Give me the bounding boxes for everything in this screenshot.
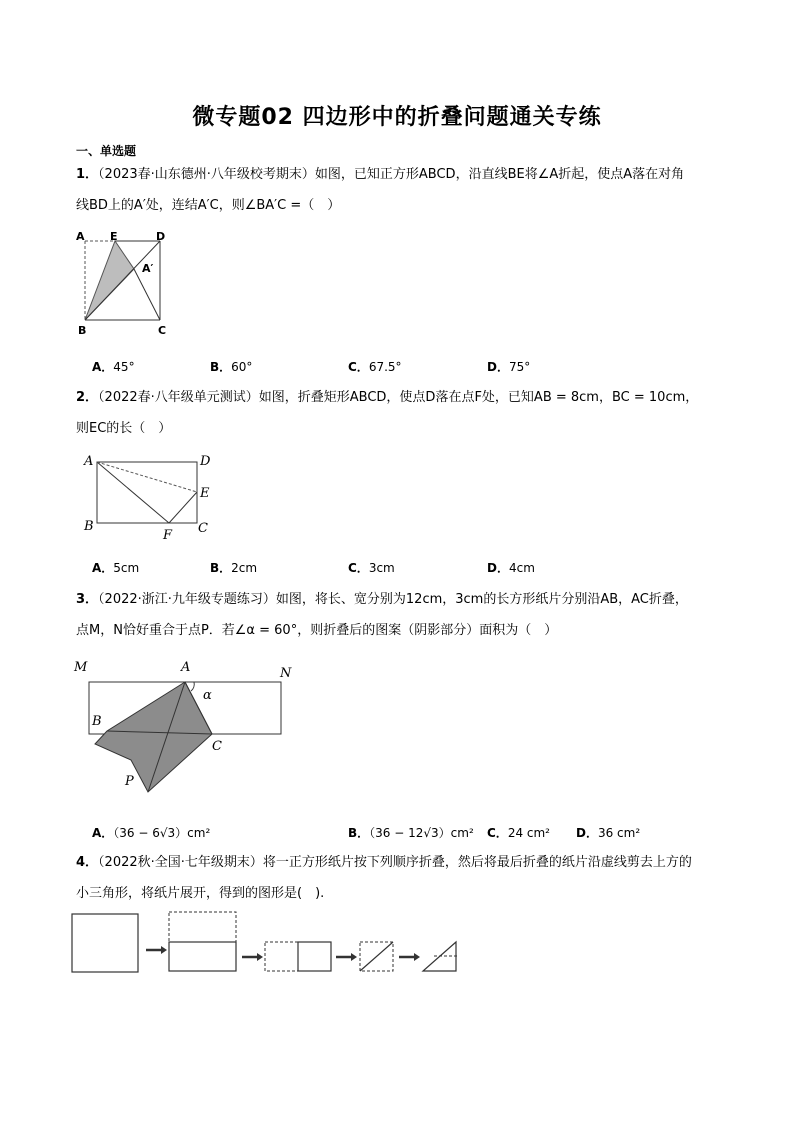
fold-step-3-dashed-half [265, 942, 298, 971]
label-p: P [125, 774, 134, 789]
question-1-text-1: （2023春·山东德州·八年级校考期末）如图，已知正方形ABCD，沿直线BE将∠A折起，使点A落在对角 [98, 167, 685, 182]
label-d: D [156, 230, 166, 243]
fold-step-2-rect [169, 942, 236, 971]
question-3-text-1: （2022·浙江·九年级专题练习）如图，将长、宽分别为12cm，3cm的长方形纸片分别沿AB，AC折叠， [98, 592, 688, 607]
label-f: F [163, 528, 173, 543]
label-n: N [280, 666, 292, 681]
fold-step-3-square [298, 942, 331, 971]
label-c: C [158, 324, 167, 337]
label-a: A [84, 454, 94, 469]
arrow-1-head [161, 946, 167, 954]
question-4-line-1 [76, 853, 692, 873]
question-2-number: 2． [76, 390, 99, 405]
question-3-line-2: 点M，N恰好重合于点P．若∠α = 60°，则折叠后的图案（阴影部分）面积为（ ） [76, 623, 558, 638]
label-a-prime: A′ [142, 262, 154, 275]
fold-step-4-diagonal [360, 942, 393, 971]
angle-alpha-arc [191, 682, 194, 691]
question-2-option-c[interactable]: C．3cm [348, 561, 395, 575]
question-2-option-b[interactable]: B．2cm [210, 561, 258, 575]
label-a: A [181, 660, 191, 675]
label-alpha: α [203, 688, 212, 703]
fold-step-1-square [72, 914, 138, 972]
question-1-figure [70, 226, 180, 341]
question-3-option-c[interactable]: C．24 cm² [487, 826, 550, 840]
label-e: E [200, 486, 210, 501]
question-1-option-d[interactable]: D．75° [487, 360, 531, 374]
segment-af [97, 462, 169, 523]
question-4-folding-sequence [66, 906, 466, 978]
question-4-number: 4． [76, 855, 99, 870]
question-2-option-d[interactable]: D．4cm [487, 561, 535, 575]
question-2-text-1: （2022春·八年级单元测试）如图，折叠矩形ABCD，使点D落在点F处，已知AB = 8cm，BC = 10cm， [98, 390, 699, 405]
question-4-text-1: （2022秋·全国·七年级期末）将一正方形纸片按下列顺序折叠，然后将最后折叠的纸片沿虚线剪去上方的 [98, 855, 692, 870]
label-c: C [198, 521, 208, 536]
question-3-option-a[interactable]: A．（36 − 6√3）cm² [92, 826, 211, 840]
label-d: D [200, 454, 211, 469]
question-2-line-2: 则EC的长（ ） [76, 421, 172, 436]
page-title: 微专题02 四边形中的折叠问题通关专练 [192, 105, 602, 130]
question-1-option-c[interactable]: C．67.5° [348, 360, 402, 374]
question-2-figure [78, 450, 218, 545]
question-4-line-2: 小三角形，将纸片展开，得到的图形是( ). [76, 886, 325, 901]
question-1-line-1 [76, 165, 684, 185]
question-2-line-1 [76, 388, 698, 408]
label-e: E [110, 230, 118, 243]
segment-fe [169, 492, 197, 523]
label-b: B [92, 714, 102, 729]
folded-triangle [85, 241, 134, 320]
question-2-option-a[interactable]: A．5cm [92, 561, 140, 575]
question-1-number: 1． [76, 167, 99, 182]
label-b: B [78, 324, 87, 337]
question-3-number: 3． [76, 592, 99, 607]
question-3-line-1 [76, 590, 688, 610]
arrow-3-head [351, 953, 357, 961]
label-m: M [74, 660, 88, 675]
fold-step-2-dashed-half [169, 912, 236, 942]
fold-line-ae [97, 462, 197, 492]
question-1-option-b[interactable]: B．60° [210, 360, 253, 374]
arrow-4-head [414, 953, 420, 961]
label-c: C [212, 739, 222, 754]
question-1-option-a[interactable]: A．45° [92, 360, 135, 374]
arrow-2-head [257, 953, 263, 961]
section-heading: 一、单选题 [76, 144, 137, 158]
label-b: B [84, 519, 94, 534]
question-1-line-2: 线BD上的A′处，连结A′C，则∠BA′C =（ ） [76, 198, 341, 213]
rectangle-abcd [97, 462, 197, 523]
label-a: A [76, 230, 85, 243]
question-3-figure [70, 655, 300, 800]
segment-a-prime-c [134, 269, 160, 320]
question-3-option-d[interactable]: D．36 cm² [576, 826, 641, 840]
question-3-option-b[interactable]: B．（36 − 12√3）cm² [348, 826, 474, 840]
